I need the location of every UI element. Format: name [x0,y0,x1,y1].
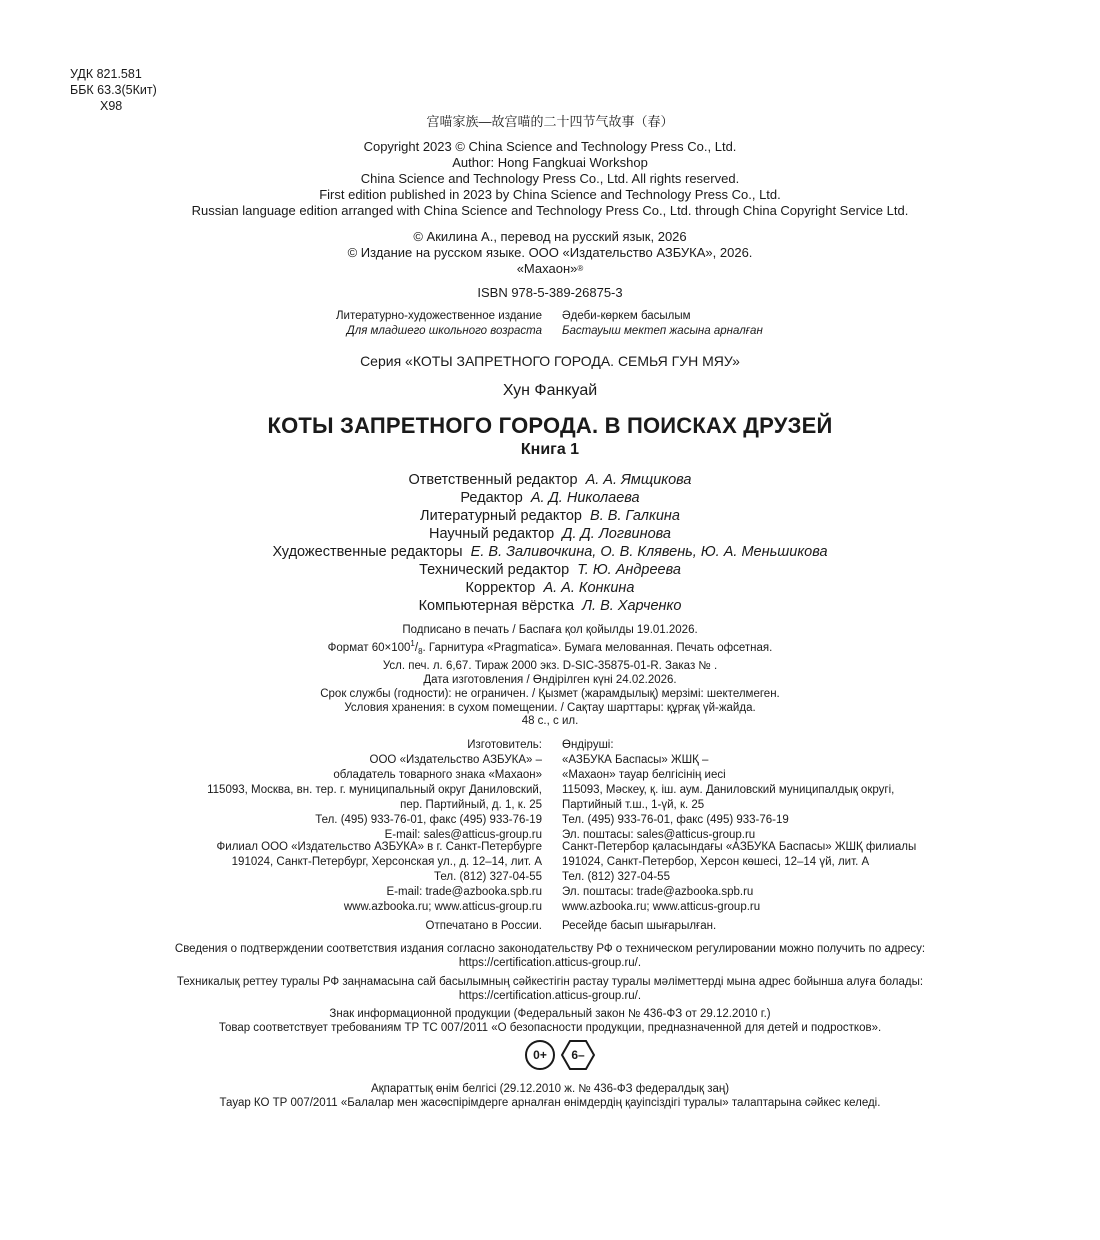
bbk-code: ББК 63.3(5Кит) [70,83,157,97]
info-mark-ru: Знак информационной продукции (Федеральный закон № 436-ФЗ от 29.12.2010 г.) [329,1008,771,1020]
translation-copyright: © Акилина А., перевод на русский язык, 2026 [413,229,687,244]
editor-line [0,489,1100,507]
page-count: 48 с., с ил. [521,715,579,727]
editor-name: А. А. Конкина [543,580,635,596]
branch-block [0,840,1100,900]
edition-type-kz: Әдеби-көркем басылым [562,310,691,322]
editor-name: А. А. Ямщикова [585,472,692,488]
format-denominator: 8 [418,647,423,657]
shelf-life: Срок службы (годности): не ограничен. / Қызмет (жарамдылық) мерзімі: шектелмеген. [320,688,780,701]
edition-type [0,309,1100,339]
branch-line-kz: 191024, Санкт-Петербор, Херсон көшесі, 12–14 үй, лит. А [562,856,870,868]
editor-role: Компьютерная вёрстка [418,598,575,614]
age-group-ru: Для младшего школьного возраста [346,325,542,337]
manufacturer-block [0,738,1100,843]
signed-date: Подписано в печать / Баспаға қол қойылды 19.01.2026. [402,624,698,636]
edition-type-ru: Литературно-художественное издание [335,310,542,322]
info-mark-kz: Ақпараттық өнім белгісі (29.12.2010 ж. № 436-ФЗ федералдық заң) [370,1083,730,1095]
copyright-line: Russian language edition arranged with China Science and Technology Press Co., Ltd. through China Copyright Service Ltd. [191,203,909,218]
manufacturer-email-ru: E-mail: sales@atticus-group.ru [384,829,542,841]
branch-email-kz: Эл. поштасы: trade@azbooka.spb.ru [562,886,754,898]
certification-url-ru: https://certification.atticus-group.ru/. [458,957,642,969]
book-title: КОТЫ ЗАПРЕТНОГО ГОРОДА. В ПОИСКАХ ДРУЗЕЙ [267,413,833,438]
editors-list [0,471,1100,615]
editor-role: Научный редактор [429,526,555,542]
isbn: ISBN 978-5-389-26875-3 [477,285,623,300]
editor-role: Художественные редакторы [272,544,463,560]
editor-role: Литературный редактор [420,508,582,524]
editor-role: Технический редактор [419,562,570,578]
editor-line [0,579,1100,597]
copyright-line: Author: Hong Fangkuai Workshop [452,155,648,170]
branch-line-ru: 191024, Санкт-Петербург, Херсонская ул., д. 12–14, лит. А [231,856,542,868]
editor-name: В. В. Галкина [590,508,680,524]
info-product-kz [0,1082,1100,1110]
websites-kz: www.azbooka.ru; www.atticus-group.ru [562,901,761,913]
editor-line [0,597,1100,615]
editor-role: Корректор [465,580,536,596]
branch-line-kz: Санкт-Петербор қаласындағы «АЗБУКА Баспасы» ЖШҚ филиалы [562,841,917,853]
print-run: Усл. печ. л. 6,67. Тираж 2000 экз. D-SIC-35875-01-R. Заказ № . [382,660,718,673]
age-circle-badge: 0+ [525,1040,555,1070]
certification-url-kz: https://certification.atticus-group.ru/. [458,990,642,1002]
editor-line [0,543,1100,561]
manufacturer-line-kz: Тел. (495) 933-76-01, факс (495) 933-76-19 [562,814,789,826]
registered-mark: ® [577,264,584,273]
branch-line-ru: Тел. (812) 327-04-55 [434,871,542,883]
safety-requirements-ru: Товар соответствует требованиям ТР ТС 007/2011 «О безопасности продукции, предназначенной для детей и подростков». [218,1022,882,1034]
storage-conditions: Условия хранения: в сухом помещении. / Сақтау шарттары: құрғақ үй-жайда. [344,702,756,715]
printed-in [0,919,1100,934]
age-group-kz: Бастауыш мектеп жасына арналған [562,325,763,337]
editor-line [0,525,1100,543]
editor-line [0,507,1100,525]
udk-code: УДК 821.581 [70,67,142,81]
editor-name: А. Д. Николаева [530,490,640,506]
technical-details [0,623,1100,715]
manufacturer-line-ru: ООО «Издательство АЗБУКА» – [369,754,542,766]
manufacturer-line-ru: пер. Партийный, д. 1, к. 25 [400,799,542,811]
age-hex-label: 6– [571,1048,585,1062]
manufacturer-line-kz: «АЗБУКА Баспасы» ЖШҚ – [562,754,709,766]
printed-in-kz: Ресейде басып шығарылған. [562,920,717,932]
manufacturer-line-ru: обладатель товарного знака «Махаон» [333,769,542,781]
age-rating-badges [525,1040,595,1070]
series-title: Серия «КОТЫ ЗАПРЕТНОГО ГОРОДА. СЕМЬЯ ГУН МЯУ» [360,353,740,369]
manufacturer-line-kz: «Махаон» тауар белгісінің иесі [562,769,726,781]
copyright-line: Copyright 2023 © China Science and Technology Press Co., Ltd. [363,139,737,154]
certification-text-kz: Техникалық реттеу туралы РФ заңнамасына сай басылымның сәйкестігін растау туралы мәліметтерді мына адрес бойынша алуға болады: [176,976,924,988]
certification-text-ru: Сведения о подтверждении соответствия издания согласно законодательству РФ о техническом регулировании можно получить по адресу: [174,943,926,955]
manufacturer-label-ru: Изготовитель: [467,739,542,751]
editor-name: Л. В. Харченко [582,598,682,614]
format-numerator: 1 [410,639,415,648]
author-mark: Х98 [100,99,123,113]
trademark-line [0,261,1100,277]
manufacturer-line-kz: Партийный т.ш., 1-үй, к. 25 [562,799,705,811]
chinese-title: 宫喵家族—故宫喵的二十四节气故事（春） [426,114,674,129]
edition-copyright: © Издание на русском языке. ООО «Издательство АЗБУКА», 2026. [347,245,753,260]
websites [0,900,1100,915]
editor-role: Редактор [460,490,523,506]
editor-line [0,561,1100,579]
copyright-block [0,139,1100,219]
branch-line-ru: Филиал ООО «Издательство АЗБУКА» в г. Санкт-Петербурге [216,841,542,853]
info-product-ru [0,1007,1100,1035]
manufacturer-line-ru: 115093, Москва, вн. тер. г. муниципальный округ Даниловский, [207,784,542,796]
editor-name: Д. Д. Логвинова [562,526,671,542]
manufacture-date: Дата изготовления / Өндірілген күні 24.02.2026. [423,674,677,687]
author-name: Хун Фанкуай [502,382,598,399]
manufacturer-line-kz: 115093, Мәскеу, қ. іш. аум. Даниловский муниципалдық округі, [562,784,895,796]
editor-name: Т. Ю. Андреева [577,562,681,578]
certification-kz [0,975,1100,1003]
branch-line-kz: Тел. (812) 327-04-55 [562,871,670,883]
editor-role: Ответственный редактор [408,472,578,488]
editor-name: Е. В. Заливочкина, О. В. Клявень, Ю. А. Меньшикова [470,544,828,560]
trademark-name: «Махаон» [516,261,578,276]
branch-email-ru: E-mail: trade@azbooka.spb.ru [386,886,542,898]
manufacturer-label-kz: Өндіруші: [562,739,614,751]
format-line: Формат $60\times 100^1/_8$. Гарнитура «Pragmatica». Бумага мелованная. Печать офсетная. [327,639,773,657]
manufacturer-line-ru: Тел. (495) 933-76-01, факс (495) 933-76-19 [315,814,542,826]
websites-ru: www.azbooka.ru; www.atticus-group.ru [343,901,542,913]
safety-requirements-kz: Тауар КО ТР 007/2011 «Балалар мен жасөспірімдерге арналған өнімдердің қауіпсіздігі туралы» талаптарына сәйкес келеді. [219,1097,881,1109]
editor-line [0,471,1100,489]
manufacturer-email-kz: Эл. поштасы: sales@atticus-group.ru [562,829,756,841]
copyright-line: First edition published in 2023 by China Science and Technology Press Co., Ltd. [319,187,781,202]
copyright-line: China Science and Technology Press Co., Ltd. All rights reserved. [360,171,740,186]
age-hex-badge [561,1040,595,1070]
russian-copyright-block [0,229,1100,277]
classification-codes [70,66,157,114]
printed-in-ru: Отпечатано в России. [425,920,542,932]
book-number: Книга 1 [520,441,580,458]
certification-ru [0,942,1100,970]
